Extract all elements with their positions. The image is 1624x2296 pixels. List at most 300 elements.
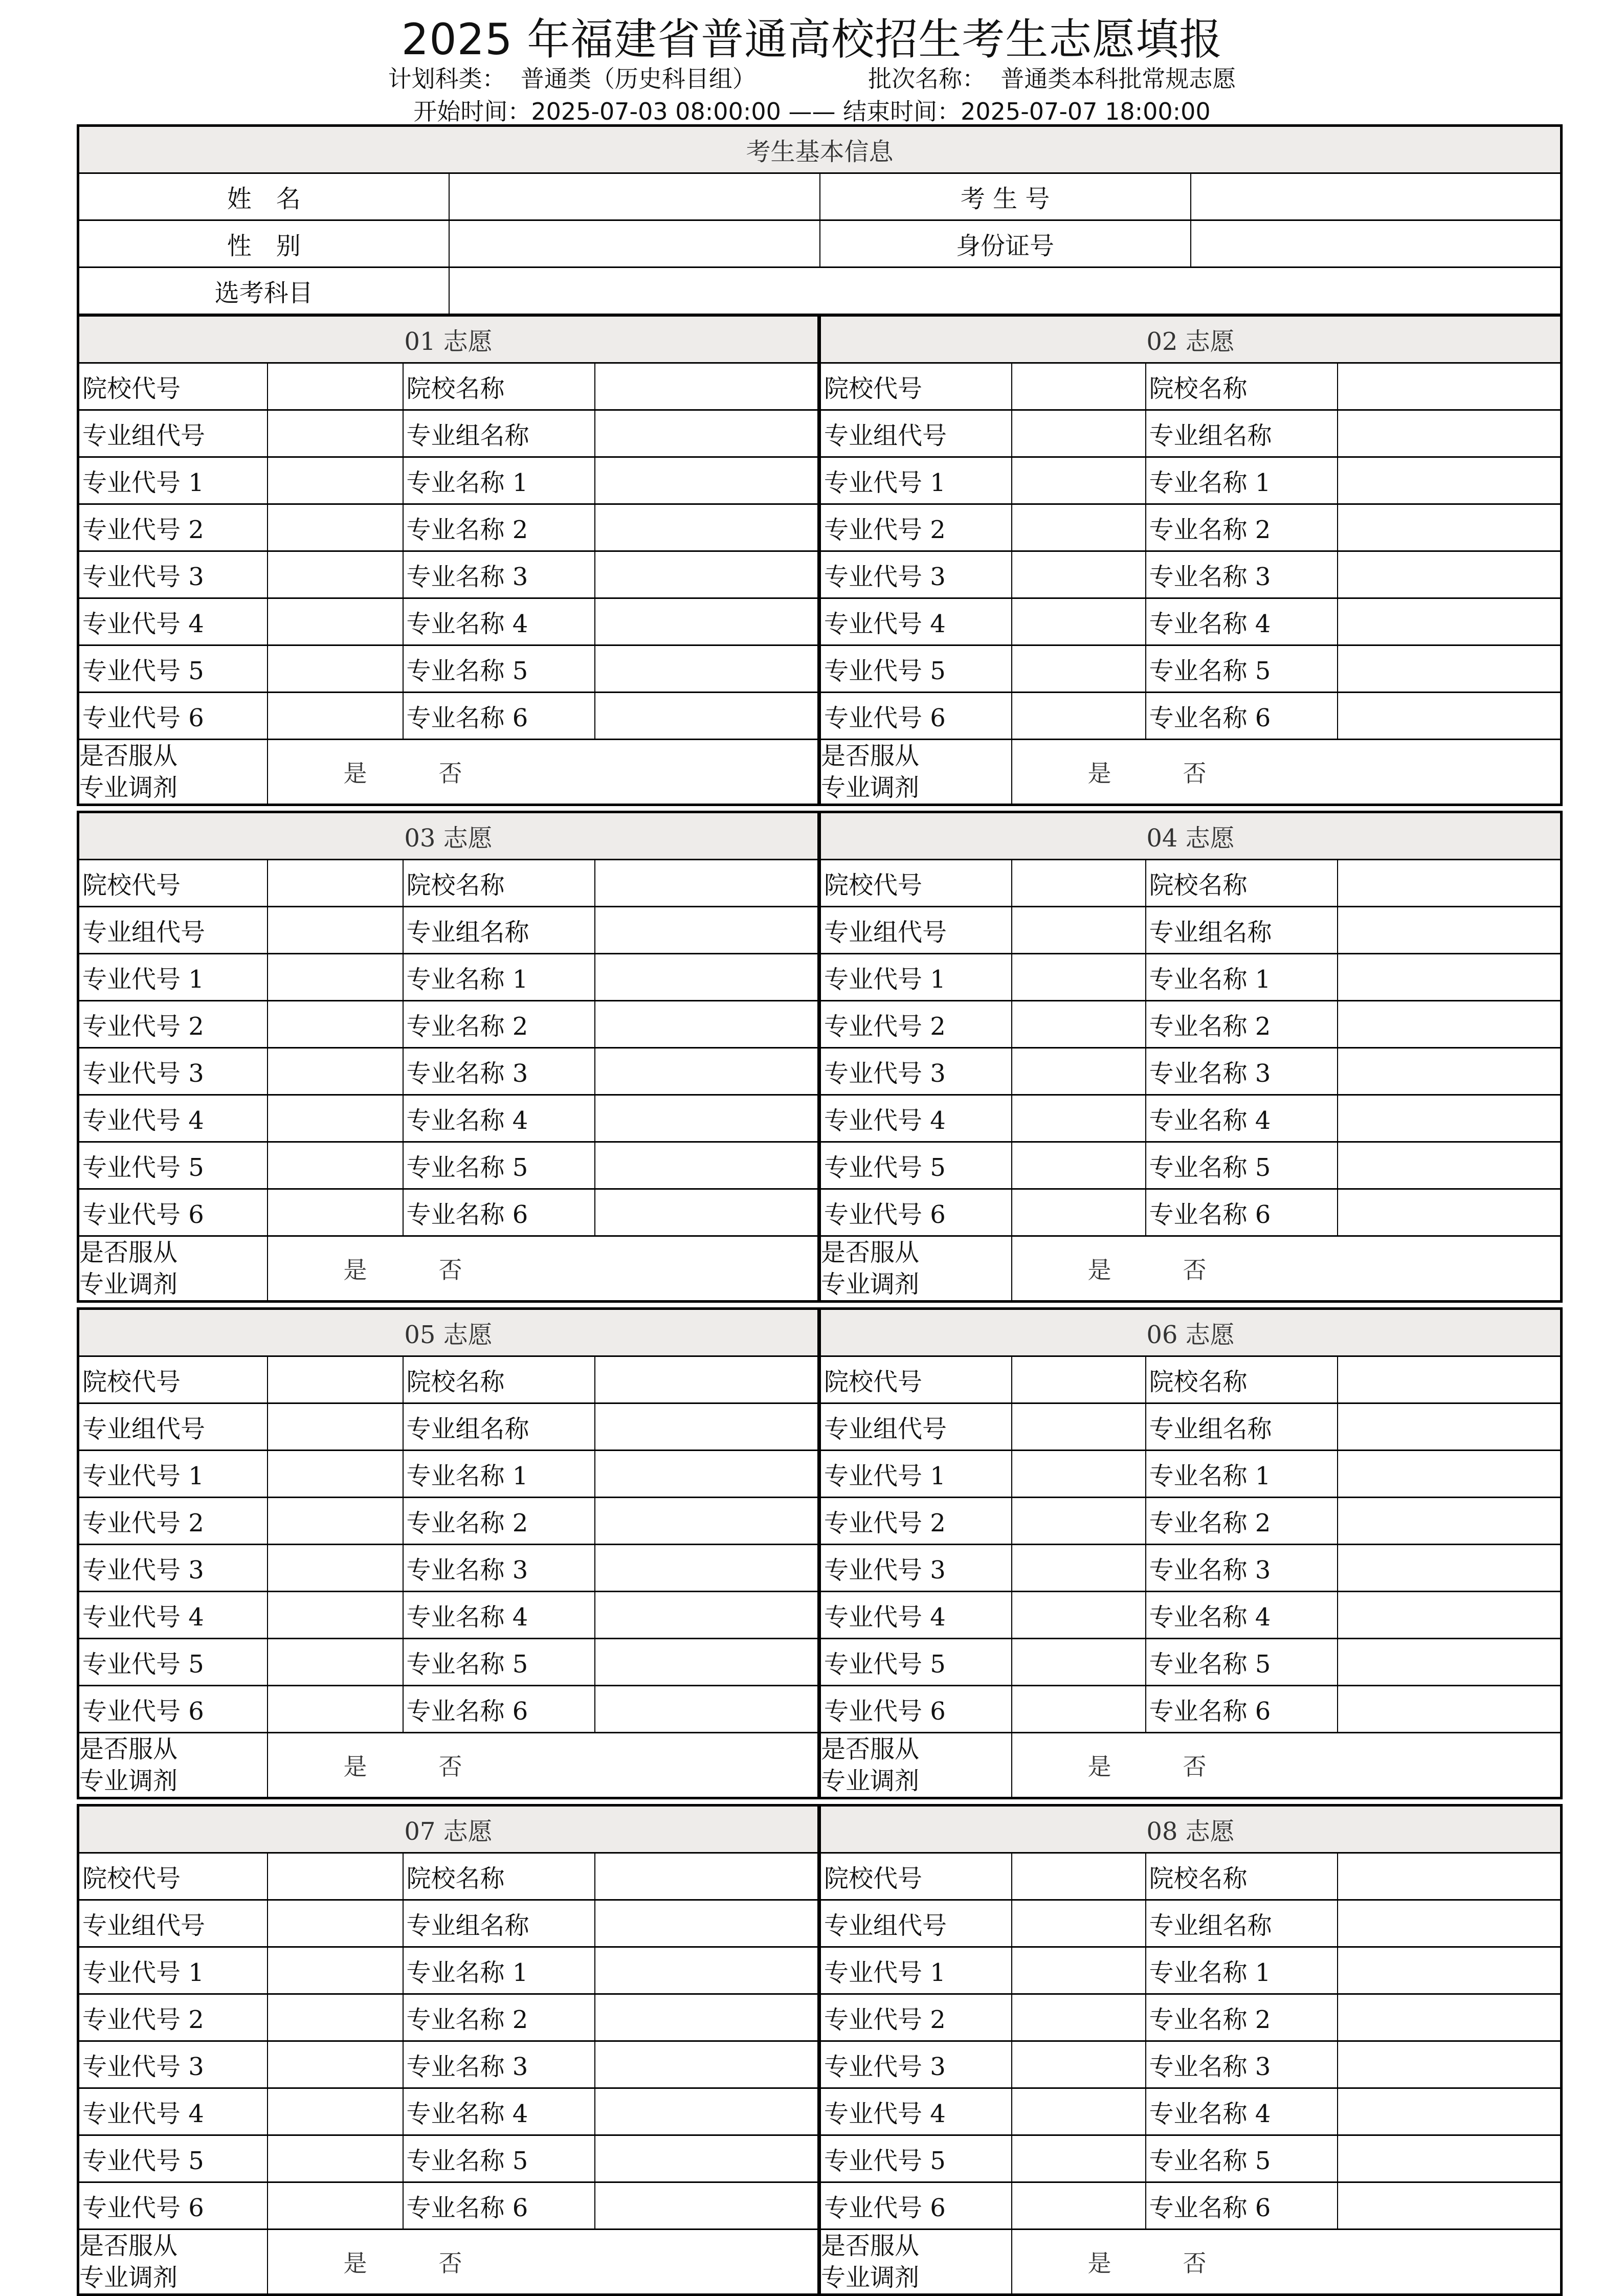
adjust-no-option[interactable]: 否 [1183,760,1207,787]
name-label: 专业名称 2 [403,1498,595,1545]
name-field[interactable] [595,504,819,551]
name-field[interactable] [595,645,819,693]
wish-row [78,693,819,740]
adjust-label-line2: 专业调剂 [79,2263,178,2292]
name-field[interactable] [595,1853,819,1900]
code-field[interactable] [1012,954,1146,1001]
code-label: 专业组代号 [78,907,268,954]
name-label: 专业组名称 [403,410,595,457]
code-label: 专业组代号 [78,1900,268,1947]
name-field[interactable] [1338,457,1562,504]
code-field[interactable] [268,2041,403,2088]
wish-section-6 [818,1307,1563,1799]
code-field[interactable] [1012,551,1146,598]
wish-row [820,954,1562,1001]
code-field[interactable] [268,598,403,645]
wish-row [78,1142,819,1189]
wish-row [820,1853,1562,1900]
code-field[interactable] [268,907,403,954]
code-label: 专业组代号 [820,1403,1012,1451]
wish-row [820,1900,1562,1947]
wish-row [78,457,819,504]
wish-section-3 [77,811,820,1303]
wish-row [820,1639,1562,1686]
name-field[interactable] [595,2182,819,2230]
code-field[interactable] [268,551,403,598]
exam-no-field[interactable] [1191,173,1562,220]
code-field[interactable] [1012,1639,1146,1686]
gender-field[interactable] [449,220,820,268]
name-field[interactable] [1338,1498,1562,1545]
name-label: 专业名称 1 [1146,1947,1338,1994]
name-field[interactable] [595,598,819,645]
name-field[interactable] [1338,1095,1562,1142]
wish-row [78,1095,819,1142]
name-label: 院校名称 [403,1356,595,1403]
name-field[interactable] [595,551,819,598]
wish-row [78,1498,819,1545]
wish-row [78,1545,819,1592]
name-field[interactable] [1338,598,1562,645]
wish-title: 07 志愿 [78,1805,819,1853]
code-field[interactable] [268,1001,403,1048]
name-field[interactable] [595,1048,819,1095]
wish-row [78,410,819,457]
name-field[interactable] [595,1142,819,1189]
name-field[interactable] [595,1545,819,1592]
name-field[interactable] [1338,1048,1562,1095]
name-label: 专业名称 5 [403,2135,595,2182]
name-field[interactable] [1338,693,1562,740]
batch-value: 普通类本科批常规志愿 [1000,65,1236,93]
wish-row [78,645,819,693]
code-label: 院校代号 [78,1853,268,1900]
wish-title: 05 志愿 [78,1309,819,1356]
code-field[interactable] [268,1853,403,1900]
code-label: 专业代号 1 [820,1451,1012,1498]
name-field[interactable] [595,457,819,504]
name-label: 专业名称 4 [403,598,595,645]
code-field[interactable] [1012,1498,1146,1545]
code-field[interactable] [1012,907,1146,954]
wish-row [820,1592,1562,1639]
name-label: 专业名称 5 [1146,2135,1338,2182]
adjust-label-line1: 是否服从 [79,742,178,770]
code-field[interactable] [268,1451,403,1498]
code-field[interactable] [268,2182,403,2230]
code-field[interactable] [268,410,403,457]
code-field[interactable] [268,2135,403,2182]
name-label: 专业名称 1 [403,457,595,504]
code-field[interactable] [1012,1142,1146,1189]
adjust-yes-option[interactable]: 是 [1087,2249,1111,2277]
code-label: 专业代号 2 [820,504,1012,551]
code-field[interactable] [1012,1356,1146,1403]
code-field[interactable] [268,457,403,504]
name-field[interactable] [1338,1189,1562,1236]
code-label: 专业代号 2 [78,1994,268,2041]
separator: —— [788,98,836,125]
name-label: 专业组名称 [403,907,595,954]
name-field[interactable] [595,1994,819,2041]
code-label: 专业代号 6 [78,1686,268,1733]
name-field[interactable] [1338,1142,1562,1189]
code-field[interactable] [1012,1095,1146,1142]
code-field[interactable] [1012,645,1146,693]
name-field[interactable] [1338,1545,1562,1592]
id-field[interactable] [1191,220,1562,268]
name-field[interactable] [595,2088,819,2135]
plan-label: 计划科类： [388,65,506,93]
adjust-no-option[interactable]: 否 [1183,2249,1207,2277]
name-field[interactable] [1338,1900,1562,1947]
adjust-yes-option[interactable]: 是 [343,760,367,787]
name-field[interactable] [595,1403,819,1451]
adjust-yes-option[interactable]: 是 [343,1753,367,1780]
code-label: 专业代号 3 [78,1048,268,1095]
name-field[interactable] [449,173,820,220]
name-field[interactable] [595,410,819,457]
name-field[interactable] [1338,860,1562,907]
code-label: 院校代号 [820,1356,1012,1403]
name-label: 专业名称 3 [403,1048,595,1095]
wish-row [820,1498,1562,1545]
name-label: 专业名称 6 [1146,693,1338,740]
wish-row [820,2135,1562,2182]
name-field[interactable] [595,1095,819,1142]
code-field[interactable] [268,1592,403,1639]
code-field[interactable] [1012,457,1146,504]
name-label: 专业名称 1 [403,1947,595,1994]
name-label: 专业名称 4 [1146,598,1338,645]
name-label: 院校名称 [1146,1356,1338,1403]
code-field[interactable] [1012,2135,1146,2182]
wish-row [78,1994,819,2041]
code-field[interactable] [1012,598,1146,645]
plan-info [0,60,1624,94]
name-field[interactable] [1338,2182,1562,2230]
name-field[interactable] [595,1947,819,1994]
adjust-yes-option[interactable]: 是 [343,1256,367,1284]
code-field[interactable] [268,1900,403,1947]
adjust-yes-option[interactable]: 是 [1087,1753,1111,1780]
name-field[interactable] [1338,1403,1562,1451]
code-field[interactable] [1012,2182,1146,2230]
wish-row [78,1686,819,1733]
wish-row [78,1592,819,1639]
code-field[interactable] [1012,2041,1146,2088]
name-field[interactable] [1338,2088,1562,2135]
adjust-label-line1: 是否服从 [79,2232,178,2260]
name-label: 院校名称 [1146,363,1338,410]
name-field[interactable] [1338,1451,1562,1498]
code-field[interactable] [1012,860,1146,907]
name-label: 专业名称 2 [1146,1001,1338,1048]
code-field[interactable] [268,954,403,1001]
code-label: 专业代号 3 [78,1545,268,1592]
adjust-yes-option[interactable]: 是 [343,2249,367,2277]
wish-row [78,1403,819,1451]
name-field[interactable] [595,1001,819,1048]
name-field[interactable] [1338,2041,1562,2088]
name-field[interactable] [595,2041,819,2088]
adjust-no-option[interactable]: 否 [438,1256,462,1284]
code-label: 专业代号 1 [820,457,1012,504]
basic-info-table [77,124,1563,316]
name-field[interactable] [595,1356,819,1403]
code-field[interactable] [1012,1451,1146,1498]
batch-label: 批次名称： [868,65,986,93]
code-label: 专业代号 3 [78,551,268,598]
name-label: 专业组名称 [1146,410,1338,457]
code-field[interactable] [268,1048,403,1095]
name-field[interactable] [595,693,819,740]
code-field[interactable] [268,645,403,693]
code-field[interactable] [268,2088,403,2135]
code-field[interactable] [268,860,403,907]
name-field[interactable] [1338,1994,1562,2041]
name-field[interactable] [595,1639,819,1686]
adjust-label-line1: 是否服从 [821,1238,920,1267]
name-field[interactable] [595,860,819,907]
wish-row [820,2182,1562,2230]
code-field[interactable] [1012,1686,1146,1733]
name-field[interactable] [1338,1853,1562,1900]
name-field[interactable] [595,1498,819,1545]
code-label: 专业代号 4 [78,598,268,645]
code-field[interactable] [1012,1048,1146,1095]
code-label: 专业代号 1 [78,1947,268,1994]
adjust-row [78,740,819,805]
wish-row [78,2041,819,2088]
name-label: 专业名称 6 [403,1189,595,1236]
adjust-label-line2: 专业调剂 [79,1767,178,1795]
code-field[interactable] [1012,1900,1146,1947]
adjust-yes-option[interactable]: 是 [1087,1256,1111,1284]
name-label: 专业名称 2 [403,1001,595,1048]
adjust-label [78,1236,268,1302]
code-label: 专业代号 3 [820,1048,1012,1095]
code-label: 专业代号 2 [78,1498,268,1545]
name-field[interactable] [595,954,819,1001]
code-field[interactable] [268,1356,403,1403]
name-field[interactable] [595,1592,819,1639]
wish-section-4 [818,811,1563,1303]
wish-row [820,1403,1562,1451]
adjust-label-line2: 专业调剂 [79,1270,178,1299]
code-field[interactable] [268,1498,403,1545]
name-field[interactable] [1338,645,1562,693]
adjust-no-option[interactable]: 否 [438,1753,462,1780]
name-label: 专业名称 5 [403,1142,595,1189]
wish-row [78,598,819,645]
name-label: 专业名称 5 [403,1639,595,1686]
name-field[interactable] [595,1189,819,1236]
wish-row [820,1545,1562,1592]
adjust-row [78,1733,819,1798]
name-field[interactable] [1338,1001,1562,1048]
name-label: 专业名称 4 [1146,1592,1338,1639]
wish-row [78,1001,819,1048]
name-label: 院校名称 [403,1853,595,1900]
code-label: 专业组代号 [820,907,1012,954]
code-label: 专业代号 4 [820,1592,1012,1639]
code-label: 专业代号 4 [78,2088,268,2135]
name-field[interactable] [1338,1947,1562,1994]
code-label: 专业代号 4 [820,598,1012,645]
wish-row [820,645,1562,693]
code-field[interactable] [268,1686,403,1733]
name-field[interactable] [1338,1639,1562,1686]
code-field[interactable] [1012,1189,1146,1236]
end-time: 2025-07-07 18:00:00 [961,98,1211,125]
wish-row [78,504,819,551]
exam-no-label: 考 生 号 [820,173,1191,220]
code-label: 专业代号 4 [78,1095,268,1142]
adjust-row [820,1733,1562,1798]
code-label: 专业代号 3 [78,2041,268,2088]
code-field[interactable] [1012,1947,1146,1994]
wish-title: 02 志愿 [820,316,1562,363]
adjust-label-line2: 专业调剂 [821,1767,920,1795]
name-field[interactable] [595,1900,819,1947]
code-label: 专业代号 5 [78,645,268,693]
code-field[interactable] [268,1947,403,1994]
adjust-no-option[interactable]: 否 [1183,1256,1207,1284]
wish-section-7 [77,1804,820,2296]
wish-title: 04 志愿 [820,812,1562,860]
wish-row [820,1947,1562,1994]
code-label: 专业代号 3 [820,551,1012,598]
wish-row [820,2041,1562,2088]
adjust-yes-option[interactable]: 是 [1087,760,1111,787]
name-field[interactable] [595,1686,819,1733]
name-label: 专业名称 2 [1146,504,1338,551]
page-title: 2025 年福建省普通高校招生考生志愿填报 [401,14,1223,64]
code-field[interactable] [1012,1545,1146,1592]
code-field[interactable] [1012,1403,1146,1451]
code-field[interactable] [268,504,403,551]
wish-row [78,907,819,954]
code-field[interactable] [268,1994,403,2041]
name-label: 专业名称 1 [403,1451,595,1498]
adjust-no-option[interactable]: 否 [438,760,462,787]
adjust-no-option[interactable]: 否 [1183,1753,1207,1780]
name-field[interactable] [595,907,819,954]
name-label: 专业名称 6 [403,1686,595,1733]
name-field[interactable] [1338,1686,1562,1733]
code-field[interactable] [268,1142,403,1189]
code-label: 专业代号 5 [820,2135,1012,2182]
code-label: 专业组代号 [820,410,1012,457]
code-field[interactable] [1012,504,1146,551]
name-field[interactable] [595,1451,819,1498]
adjust-no-option[interactable]: 否 [438,2249,462,2277]
name-field[interactable] [1338,2135,1562,2182]
name-field[interactable] [1338,363,1562,410]
start-label: 开始时间： [413,98,531,125]
name-field[interactable] [1338,1356,1562,1403]
name-field[interactable] [1338,410,1562,457]
code-field[interactable] [1012,2088,1146,2135]
code-label: 专业代号 4 [820,1095,1012,1142]
name-field[interactable] [1338,551,1562,598]
adjust-row [820,740,1562,805]
name-field[interactable] [1338,907,1562,954]
code-field[interactable] [268,1545,403,1592]
code-label: 专业代号 2 [78,1001,268,1048]
adjust-label [820,740,1012,805]
name-label: 专业名称 1 [403,954,595,1001]
code-field[interactable] [268,693,403,740]
name-label: 专业名称 2 [1146,1994,1338,2041]
name-label: 专业名称 5 [1146,645,1338,693]
name-field[interactable] [1338,954,1562,1001]
adjust-row [78,2230,819,2295]
adjust-label [820,1236,1012,1302]
code-label: 专业代号 5 [820,645,1012,693]
code-field[interactable] [268,1639,403,1686]
name-label: 专业组名称 [1146,1403,1338,1451]
name-label: 专业名称 6 [1146,2182,1338,2230]
name-label: 专业名称 4 [1146,1095,1338,1142]
adjust-label [820,2230,1012,2295]
code-field[interactable] [1012,1592,1146,1639]
name-label: 专业名称 2 [403,1994,595,2041]
adjust-label [78,2230,268,2295]
code-field[interactable] [268,1095,403,1142]
wish-row [820,2088,1562,2135]
code-field[interactable] [268,1189,403,1236]
code-field[interactable] [1012,693,1146,740]
code-field[interactable] [1012,363,1146,410]
code-label: 专业代号 5 [820,1639,1012,1686]
adjust-row [78,1236,819,1302]
code-label: 专业代号 1 [78,1451,268,1498]
wish-row [78,551,819,598]
code-field[interactable] [1012,1994,1146,2041]
code-label: 专业代号 4 [78,1592,268,1639]
code-field[interactable] [1012,1001,1146,1048]
wish-row [820,598,1562,645]
wish-row [820,1001,1562,1048]
code-label: 专业代号 2 [78,504,268,551]
wish-title: 03 志愿 [78,812,819,860]
wish-row [78,1451,819,1498]
code-label: 专业代号 5 [78,2135,268,2182]
name-field[interactable] [1338,1592,1562,1639]
wish-row [820,1048,1562,1095]
name-label: 专业组名称 [1146,907,1338,954]
wish-row [820,1142,1562,1189]
name-field[interactable] [1338,504,1562,551]
code-field[interactable] [268,363,403,410]
name-field[interactable] [595,363,819,410]
adjust-label [78,1733,268,1798]
code-field[interactable] [1012,1853,1146,1900]
code-label: 专业代号 1 [78,457,268,504]
code-label: 专业代号 2 [820,1498,1012,1545]
name-label: 专业名称 3 [1146,1545,1338,1592]
code-field[interactable] [1012,410,1146,457]
wish-row [820,504,1562,551]
wish-section-5 [77,1307,820,1799]
code-label: 院校代号 [78,1356,268,1403]
basic-info-header: 考生基本信息 [78,126,1562,173]
code-field[interactable] [268,1403,403,1451]
name-field[interactable] [595,2135,819,2182]
subjects-field[interactable] [449,268,1562,315]
